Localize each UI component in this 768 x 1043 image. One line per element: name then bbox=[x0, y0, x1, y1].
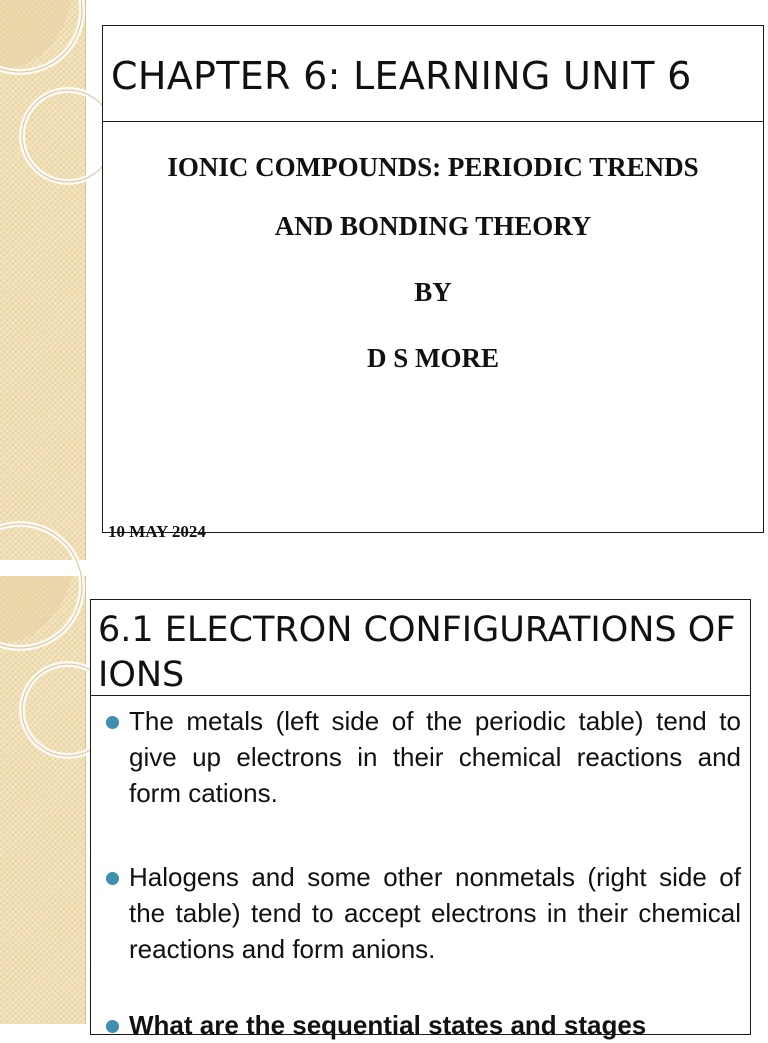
bullet-text: What are the sequential states and stages bbox=[129, 1010, 647, 1040]
decorative-sidebar bbox=[0, 576, 86, 1024]
slide-title: CHAPTER 6: LEARNING UNIT 6 bbox=[111, 54, 692, 98]
decorative-sidebar bbox=[0, 0, 86, 560]
bullet-item bbox=[129, 1007, 741, 1043]
by-line: BY bbox=[414, 277, 452, 307]
bullet-dot-icon bbox=[106, 1020, 119, 1033]
bullet-text: The metals (left side of the periodic table) tend to give up electrons in their chemical reactions and form cations. bbox=[129, 706, 741, 808]
bullet-item bbox=[129, 703, 741, 811]
subtitle-line-2: AND BONDING THEORY bbox=[274, 211, 592, 241]
bullet-dot-icon bbox=[106, 716, 119, 729]
date-text: 10 MAY 2024 bbox=[108, 522, 206, 541]
title-box bbox=[90, 599, 751, 697]
slide-title: 6.1 ELECTRON CONFIGURATIONS OF IONS bbox=[98, 610, 736, 695]
title-box bbox=[102, 25, 764, 122]
slide-gap bbox=[0, 560, 768, 576]
subtitle-line-1: IONIC COMPOUNDS: PERIODIC TRENDS bbox=[167, 152, 699, 182]
decorative-rings-icon bbox=[0, 576, 85, 1024]
slide-2 bbox=[0, 576, 768, 1040]
author-name: D S MORE bbox=[366, 343, 499, 373]
bullet-text: Halogens and some other nonmetals (right side of the table) tend to accept electrons in their chemical reactions and form anions. bbox=[129, 862, 741, 964]
bullet-item bbox=[129, 859, 741, 967]
content-box bbox=[102, 121, 764, 533]
content-box bbox=[90, 695, 751, 1040]
bullet-dot-icon bbox=[106, 872, 119, 885]
decorative-rings-icon bbox=[0, 0, 85, 560]
